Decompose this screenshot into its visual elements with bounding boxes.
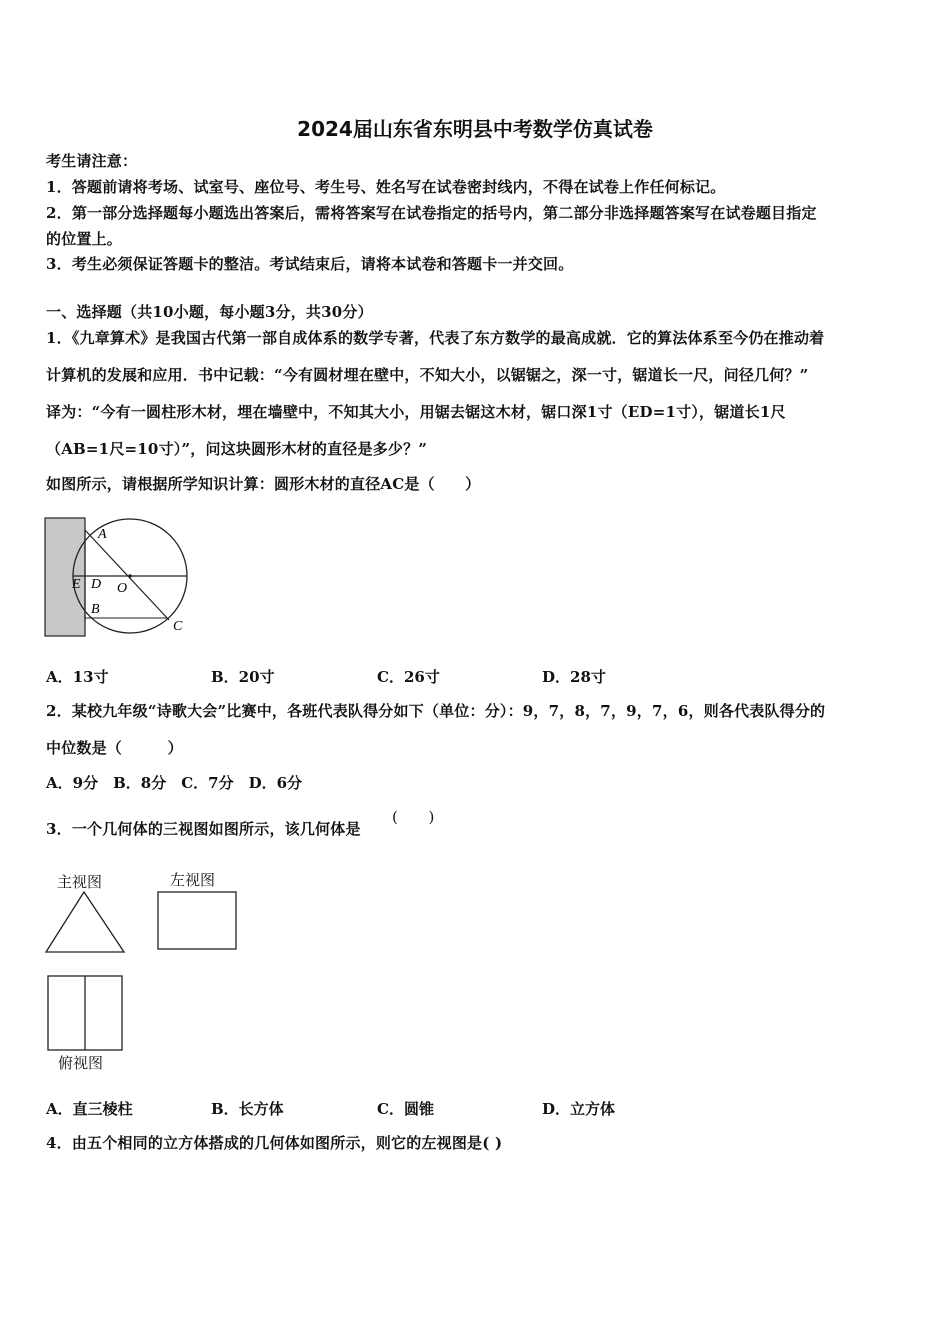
q1-option-a[interactable]: A．13寸 — [46, 668, 109, 686]
label-e: E — [72, 577, 81, 592]
label-d: D — [91, 577, 102, 592]
notice-item: 2．第一部分选择题每小题选出答案后，需将答案写在试卷指定的括号内，第二部分非选择题答案写在试卷题目指定 — [46, 204, 817, 222]
q3-answer-paren: ( ) — [392, 808, 435, 826]
notice-item: 1．答题前请将考场、试室号、座位号、考生号、姓名写在试卷密封线内，不得在试卷上作任何标记。 — [46, 178, 726, 196]
q1-line: 1．《九章算术》是我国古代第一部自成体系的数学专著，代表了东方数学的最高成就．它的算法体系至今仍在推动着 — [46, 329, 825, 347]
notice-heading: 考生请注意： — [46, 152, 138, 170]
center-point — [128, 574, 132, 578]
q1-option-b[interactable]: B．20寸 — [211, 668, 275, 686]
q1-line: 译为：“今有一圆柱形木材，埋在墙壁中，不知其大小，用锯去锯这木材，锯口深1寸（ED=1寸），锯道长1尺 — [46, 403, 786, 421]
top-view-rectangles — [46, 974, 126, 1054]
notice-item: 的位置上。 — [46, 230, 123, 248]
q3-option-b[interactable]: B．长方体 — [211, 1100, 284, 1118]
q3-option-c[interactable]: C．圆锥 — [377, 1100, 434, 1118]
notice-item: 3．考生必须保证答题卡的整洁。考试结束后，请将本试卷和答题卡一并交回。 — [46, 255, 574, 273]
label-b: B — [91, 602, 100, 617]
q1-line: 计算机的发展和应用．书中记载：“今有圆材埋在壁中，不知大小，以锯锯之，深一寸，锯道长一尺，问径几何？” — [46, 366, 809, 384]
section-heading: 一、选择题（共10小题，每小题3分，共30分） — [46, 303, 373, 321]
label-a: A — [98, 527, 107, 542]
q2-line: 中位数是（ ） — [46, 739, 183, 757]
q4-stem: 4．由五个相同的立方体搭成的几何体如图所示，则它的左视图是( ) — [46, 1134, 503, 1152]
q2-options[interactable]: A．9分 B．8分 C．7分 D．6分 — [46, 774, 303, 792]
q3-option-d[interactable]: D．立方体 — [542, 1100, 616, 1118]
q1-circle-figure — [44, 514, 194, 640]
q1-option-c[interactable]: C．26寸 — [377, 668, 440, 686]
q1-option-d[interactable]: D．28寸 — [542, 668, 606, 686]
front-view-triangle — [44, 890, 128, 956]
front-view-label: 主视图 — [57, 873, 103, 891]
q1-line: 如图所示，请根据所学知识计算：圆形木材的直径AC是（ ） — [46, 475, 481, 493]
q3-stem: 3．一个几何体的三视图如图所示，该几何体是 — [46, 820, 361, 838]
q1-line: （AB=1尺=10寸）”，问这块圆形木材的直径是多少？” — [46, 440, 428, 458]
q2-line: 2．某校九年级“诗歌大会”比赛中，各班代表队得分如下（单位：分）：9，7，8，7，9，7，6，则各代表队得分的 — [46, 702, 826, 720]
label-c: C — [173, 619, 183, 634]
left-view-rectangle — [156, 890, 240, 952]
top-view-label: 俯视图 — [58, 1054, 104, 1072]
page-title: 2024届山东省东明县中考数学仿真试卷 — [297, 117, 653, 141]
q3-option-a[interactable]: A．直三棱柱 — [46, 1100, 133, 1118]
label-o: O — [117, 581, 128, 596]
left-view-label: 左视图 — [170, 871, 216, 889]
